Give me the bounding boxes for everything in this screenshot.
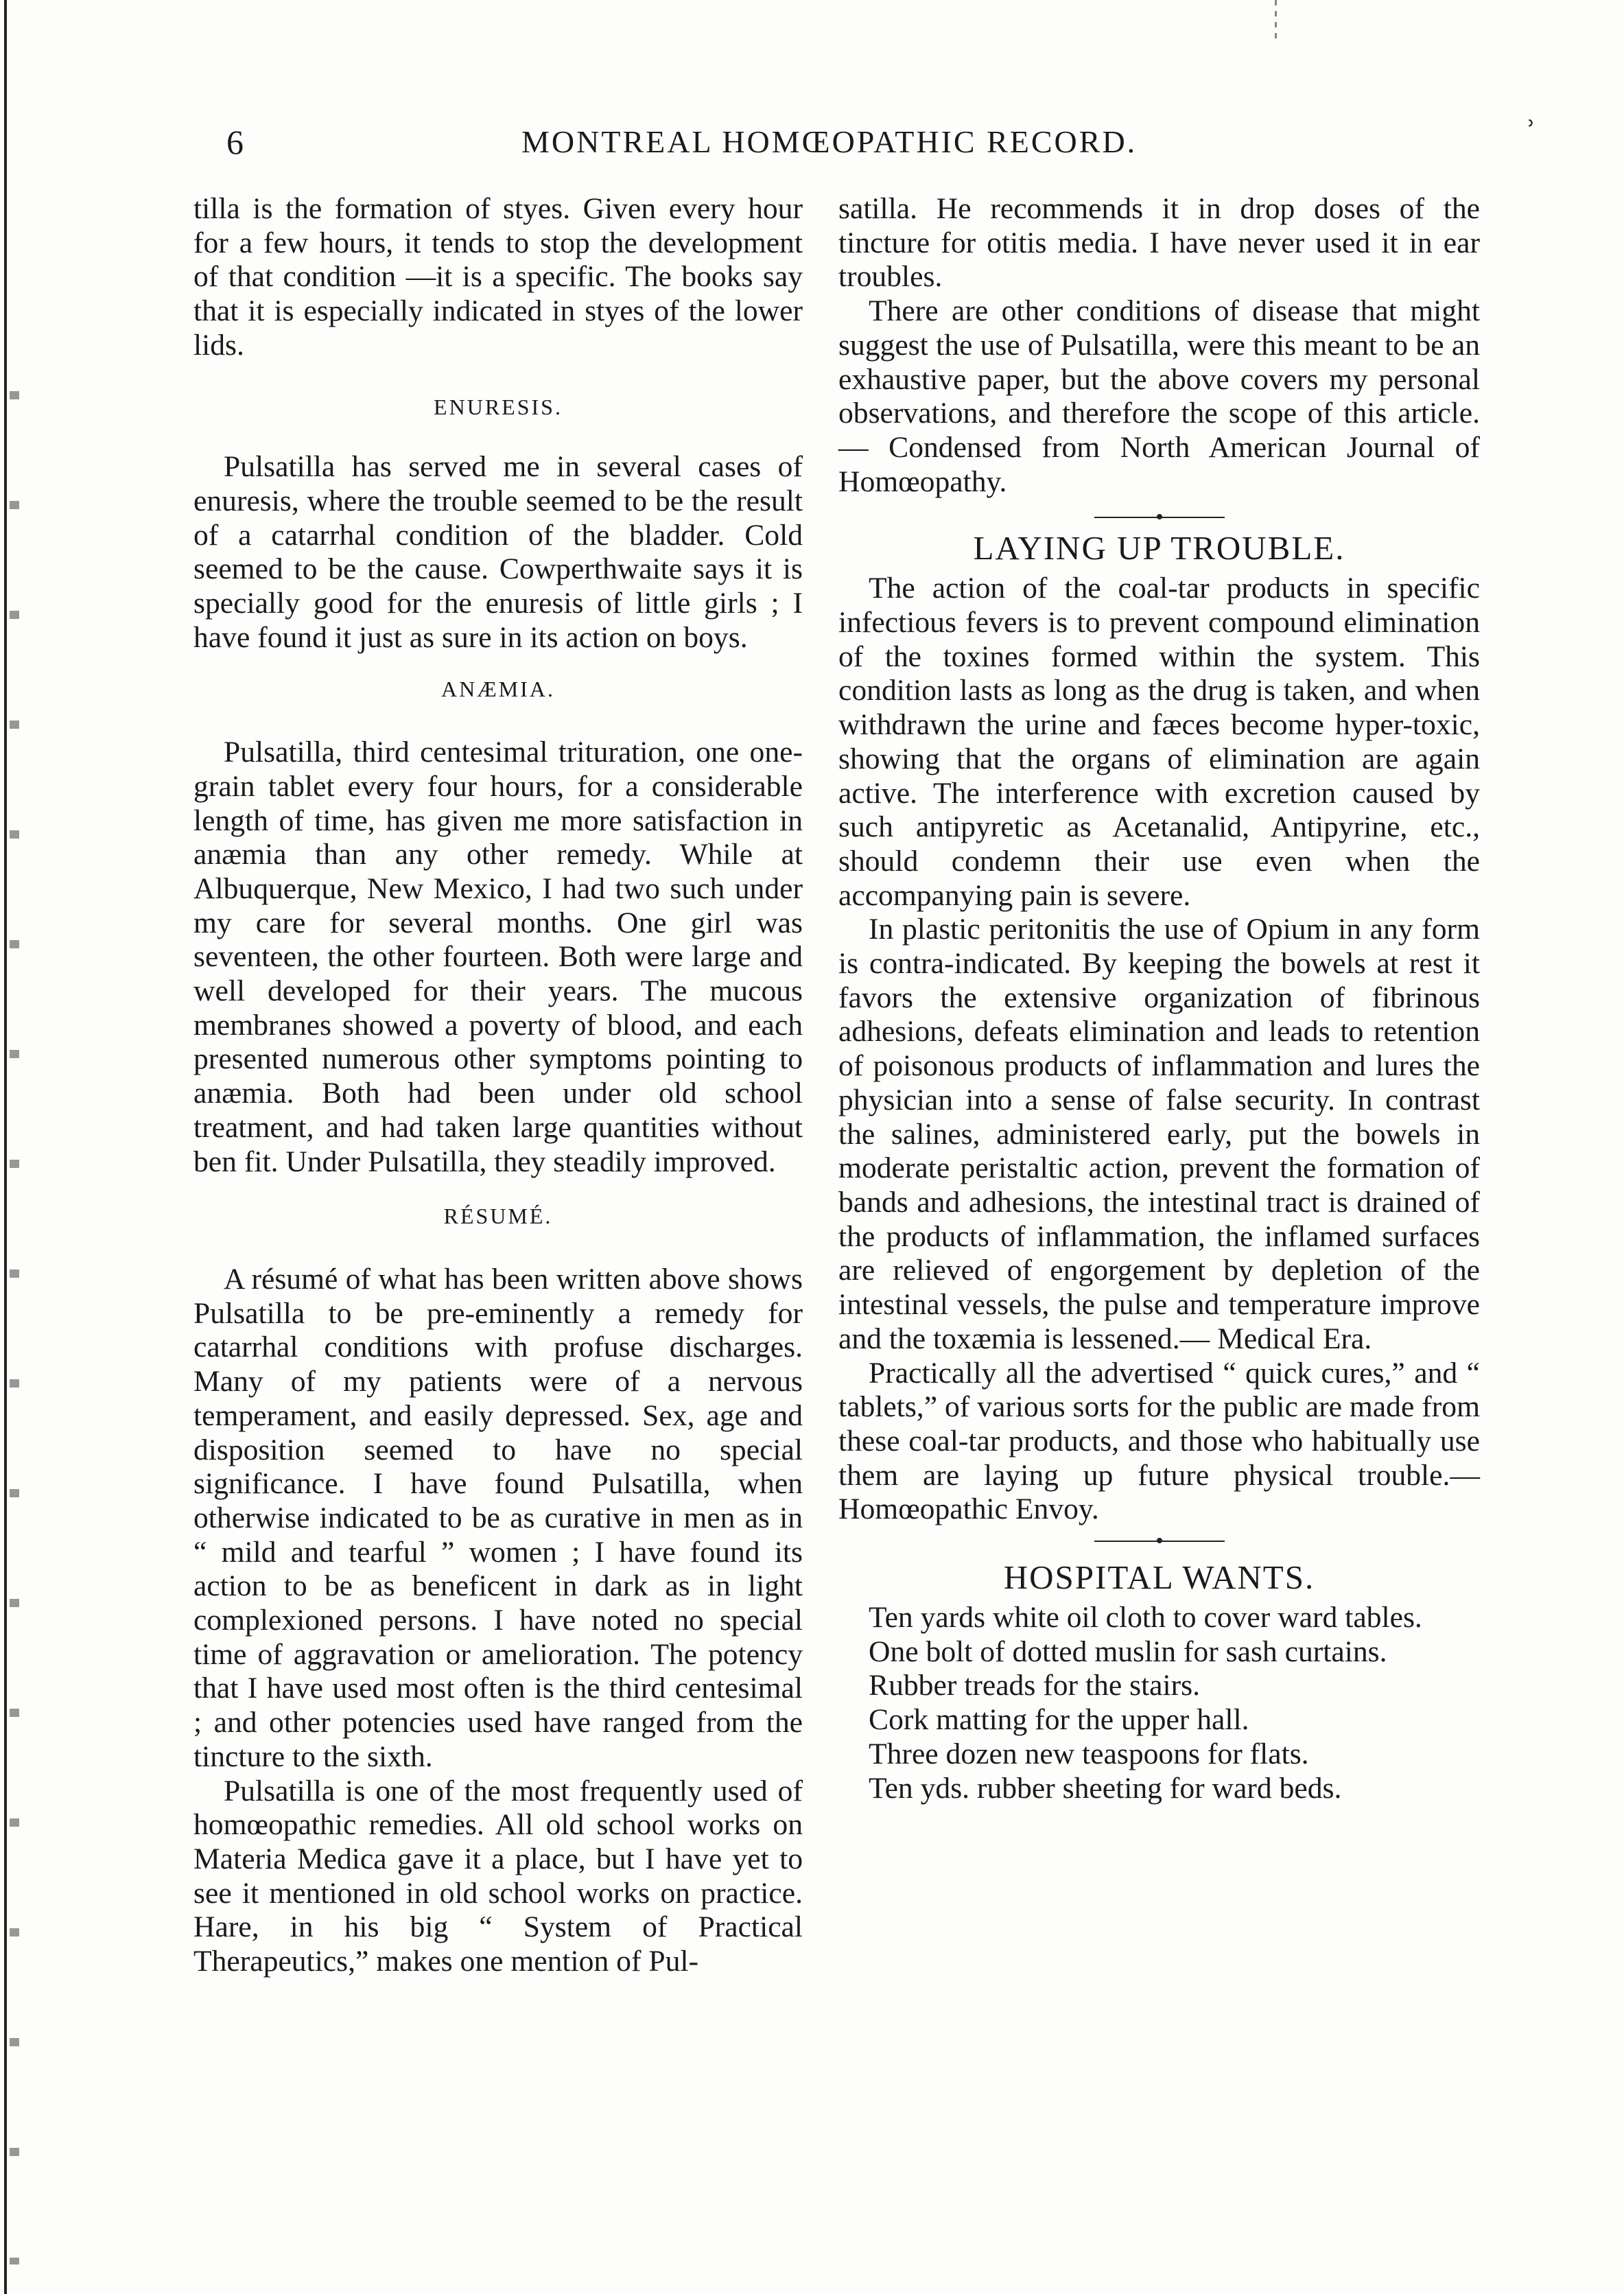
paragraph: Practically all the advertised “ quick cures,” and “ tablets,” of various sorts for the public are made from these coal-tar products, and those who habitually use them are laying up future physical trouble.—Homœopathic Envoy. (838, 1356, 1480, 1526)
paragraph: Pulsatilla, third centesimal trituration, one one-grain tablet every four hours, for a considerable length of time, has given me more satisfaction in anæmia than any other remedy. While at Albuquerque, New Mexico, I had two such under my care for several months. One girl was seventeen, the other fourteen. Both were large and well developed for their years. The mucous membranes showed a poverty of blood, and each presented numerous other symptoms pointing to anæmia. Both had been under old school treatment, and had taken large quantities without ben fit. Under Pulsatilla, they steadily improved. (193, 736, 803, 1178)
heading-hospital-wants: HOSPITAL WANTS. (1003, 1558, 1315, 1597)
paragraph: Pulsatilla has served me in several cases of enuresis, where the trouble seemed to be the result of a catarrhal condition of the bladder. Cold seemed to be the cause. Cowperthwaite says it is specially good for the enuresis of little girls ; I have found it just as sure in its action on boys. (193, 450, 803, 654)
wants-item: Three dozen new teaspoons for flats. (869, 1737, 1309, 1770)
wants-item: Rubber treads for the stairs. (869, 1669, 1201, 1702)
left-column (193, 192, 803, 1979)
wants-item: Cork matting for the upper hall. (869, 1703, 1249, 1737)
section-divider (1094, 1541, 1225, 1542)
scan-top-tick (1275, 0, 1277, 41)
scan-margin-specks (10, 343, 19, 2264)
paragraph: There are other conditions of disease that might suggest the use of Pulsatilla, were this meant to be an exhaustive paper, but the above covers my personal observations, and therefore the scope of this article. — Condensed from North American Journal of Homœopathy. (838, 294, 1480, 498)
right-column (838, 192, 1480, 1805)
paragraph: Pulsatilla is one of the most frequently used of homœopathic remedies. All old school works on Materia Medica gave it a place, but I have yet to see it mentioned in old school works on practice. Hare, in his big “ System of Practical Therapeutics,” makes one mention of Pul- (193, 1774, 803, 1978)
paragraph: tilla is the formation of styes. Given every hour for a few hours, it tends to stop the development of that condition —it is a specific. The books say that it is especially indicated in styes of the lower lids. (193, 192, 803, 362)
paragraph: A résumé of what has been written above shows Pulsatilla to be pre-eminently a remedy for catarrhal conditions with profuse discharges. Many of my patients were of a nervous temperament, and easily depressed. Sex, age and disposition seemed to have no special significance. I have found Pulsatilla, when otherwise indicated to be as curative in men as in “ mild and tearful ” women ; I have found its action to be as beneficent in dark as in light complexioned persons. I have noted no special time of aggravation or amelioration. The potency that I have used most often is the third centesimal ; and other potencies used have ranged from the tincture to the sixth. (193, 1262, 803, 1773)
subheading-resume: RÉSUMÉ. (443, 1204, 553, 1229)
paragraph: In plastic peritonitis the use of Opium in any form is contra-indicated. By keeping the bowels at rest it favors the extensive organization of fibrinous adhesions, defeats elimination and leads to retention of poisonous products of inflammation and lures the physician into a sense of false security. In contrast the salines, administered early, put the bowels in moderate peristaltic action, prevent the formation of bands and adhesions, the intestinal tract is drained of the products of inflammation, the inflamed surfaces are relieved of engorgement by depletion of the intestinal vessels, the pulse and temperature improve and the toxæmia is lessened.— Medical Era. (838, 913, 1480, 1355)
subheading-anaemia: ANÆMIA. (441, 677, 555, 702)
scan-corner-mark: ʾ (1525, 113, 1537, 154)
section-divider (1094, 517, 1225, 518)
subheading-enuresis: ENURESIS. (434, 394, 563, 419)
journal-title: MONTREAL HOMŒOPATHIC RECORD. (521, 124, 1138, 159)
paragraph: The action of the coal-tar products in specific infectious fevers is to prevent compound elimination of the toxines formed within the system. This condition lasts as long as the drug is taken, and when withdrawn the urine and fæces become hyper-toxic, showing that the organs of elimination are again active. The interference with excretion caused by such antipyretic as Acetanalid, Antipyrine, etc., should condemn their use even when the accompanying pain is severe. (838, 572, 1480, 912)
page-number: 6 (226, 123, 244, 161)
paragraph: satilla. He recommends it in drop doses of the tincture for otitis media. I have never used it in ear troubles. (838, 192, 1480, 294)
running-header (226, 118, 1201, 166)
heading-laying-up-trouble: LAYING UP TROUBLE. (973, 529, 1345, 567)
wants-item: Ten yds. rubber sheeting for ward beds. (869, 1771, 1342, 1805)
wants-item: One bolt of dotted muslin for sash curtains. (869, 1635, 1387, 1668)
scan-margin-rule (4, 0, 7, 2294)
wants-item: Ten yards white oil cloth to cover ward tables. (869, 1601, 1422, 1635)
